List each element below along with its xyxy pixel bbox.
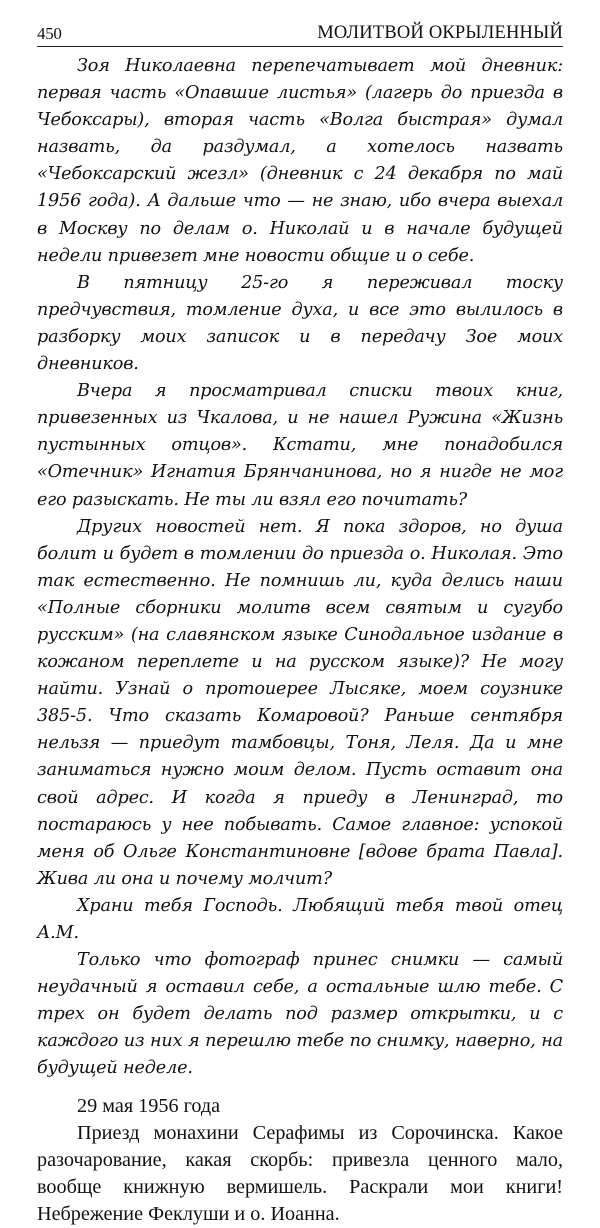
letter-paragraph: Других новостей нет. Я пока здоров, но душа болит и будет в томлении до приезда о. Николая. Это так естественно. Не помнишь ли, куда делись наши «Полные сборники молитв всем святым и сугубо русским» (на славянском языке Синодальное издание в кожаном переплете и на русском языке)? Не могу найти. Узнай о протоиерее Лысяке, моем соузнике 385-5. Что сказать Комаровой? Раньше сентября нельзя — приедут тамбовцы, Тоня, Леля. Да и мне заниматься нужно моим делом. Пусть оставит она свой адрес. И когда я приеду в Ленинград, то постараюсь у нее побывать. Самое главное: успокой меня об Ольге Константиновне [вдове брата Павла]. Жива ли она и почему молчит? bbox=[37, 516, 563, 889]
running-title: МОЛИТВОЙ ОКРЫЛЕННЫЙ bbox=[317, 23, 563, 43]
diary-date-heading: 29 мая 1956 года bbox=[77, 1094, 221, 1117]
diary-paragraph: Приезд монахини Серафимы из Сорочинска. Какое разочарование, какая скорбь: привезла ценного мало, вообще книжную вермишель. Раскрали мои книги! Небрежение Феклуши и о. Иоанна. bbox=[37, 1121, 563, 1225]
page-number: 450 bbox=[37, 24, 62, 43]
letter-signature: Храни тебя Господь. Любящий тебя твой отец А.М. bbox=[37, 895, 563, 943]
book-page bbox=[37, 18, 563, 1228]
letter-paragraph: Зоя Николаевна перепечатывает мой дневник: первая часть «Опавшие листья» (лагерь до приезда в Чебоксары), вторая часть «Волга быстрая» думал назвать, да раздумал, а хотелось назвать «Чебоксарский жезл» (дневник с 24 декабря по май 1956 года). А дальше что — не знаю, ибо вчера выехал в Москву по делам о. Николай и в начале будущей недели привезет мне новости общие и о себе. bbox=[37, 56, 563, 266]
running-head bbox=[37, 18, 563, 47]
body-text bbox=[37, 53, 563, 1228]
letter-paragraph: В пятницу 25-го я переживал тоску предчувствия, томление духа, и все это вылилось в разборку моих записок и в передачу Зое моих дневников. bbox=[37, 272, 563, 375]
letter-paragraph: Вчера я просматривал списки твоих книг, привезенных из Чкалова, и не нашел Ружина «Жизнь пустынных отцов». Кстати, мне понадобился «Отечник» Игнатия Брянчанинова, но я нигде не мог его разыскать. Не ты ли взял его почитать? bbox=[37, 381, 563, 510]
letter-postscript: Только что фотограф принес снимки — самый неудачный я оставил себе, а остальные шлю тебе. С трех он будет делать под размер открытки, и с каждого из них я перешлю тебе по снимку, наверно, на будущей неделе. bbox=[37, 950, 563, 1079]
